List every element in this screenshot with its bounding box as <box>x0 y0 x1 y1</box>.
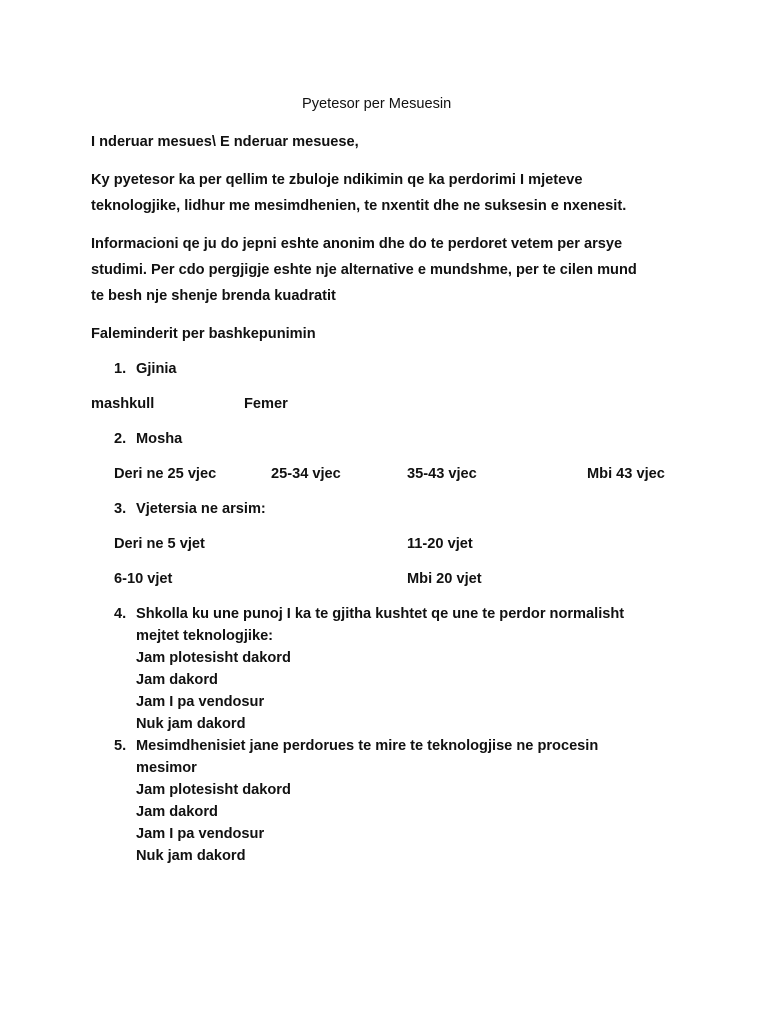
intro-line-2: teknologjike, lidhur me mesimdhenien, te nxentit dhe ne suksesin e nxenesit. <box>91 198 627 214</box>
q3-option-1: Deri ne 5 vjet <box>114 536 205 552</box>
question-5-label-line-1: Mesimdhenisiet jane perdorues te mire te teknologjise ne procesin <box>136 738 599 754</box>
q5-option-3: Jam I pa vendosur <box>136 826 265 842</box>
q2-option-2: 25-34 vjec <box>271 466 341 482</box>
q5-option-4: Nuk jam dakord <box>136 848 246 864</box>
q1-option-female: Femer <box>244 396 288 412</box>
question-3-label: Vjetersia ne arsim: <box>136 501 266 517</box>
q4-option-2: Jam dakord <box>136 672 218 688</box>
question-4-label-line-2: mejtet teknologjike: <box>136 628 274 644</box>
q5-option-2: Jam dakord <box>136 804 218 820</box>
info-line-1: Informacioni qe ju do jepni eshte anonim dhe do te perdoret vetem per arsye <box>91 236 623 252</box>
q1-option-male: mashkull <box>91 396 155 412</box>
intro-line-1: Ky pyetesor ka per qellim te zbuloje ndikimin qe ka perdorimi I mjeteve <box>91 172 583 188</box>
thanks-line: Faleminderit per bashkepunimin <box>91 326 316 342</box>
question-2-number: 2. <box>114 431 127 447</box>
question-4-label-line-1: Shkolla ku une punoj I ka te gjitha kushtet qe une te perdor normalisht <box>136 606 625 622</box>
question-1-number: 1. <box>114 361 127 377</box>
q5-option-1: Jam plotesisht dakord <box>136 782 291 798</box>
q3-option-3: 6-10 vjet <box>114 571 173 587</box>
question-5-number: 5. <box>114 738 127 754</box>
q4-option-1: Jam plotesisht dakord <box>136 650 291 666</box>
question-3-number: 3. <box>114 501 127 517</box>
q2-option-1: Deri ne 25 vjec <box>114 466 217 482</box>
q4-option-3: Jam I pa vendosur <box>136 694 265 710</box>
question-4-number: 4. <box>114 606 127 622</box>
q2-option-4: Mbi 43 vjec <box>587 466 665 482</box>
greeting: I nderuar mesues\ E nderuar mesuese, <box>91 134 359 150</box>
page-title: Pyetesor per Mesuesin <box>302 96 452 112</box>
q3-option-2: 11-20 vjet <box>407 536 473 552</box>
q4-option-4: Nuk jam dakord <box>136 716 246 732</box>
info-line-3: te besh nje shenje brenda kuadratit <box>91 288 336 304</box>
info-line-2: studimi. Per cdo pergjigje eshte nje alternative e mundshme, per te cilen mund <box>91 262 637 278</box>
question-1-label: Gjinia <box>136 361 177 377</box>
question-2-label: Mosha <box>136 431 183 447</box>
q3-option-4: Mbi 20 vjet <box>407 571 482 587</box>
q2-option-3: 35-43 vjec <box>407 466 477 482</box>
question-5-label-line-2: mesimor <box>136 760 197 776</box>
